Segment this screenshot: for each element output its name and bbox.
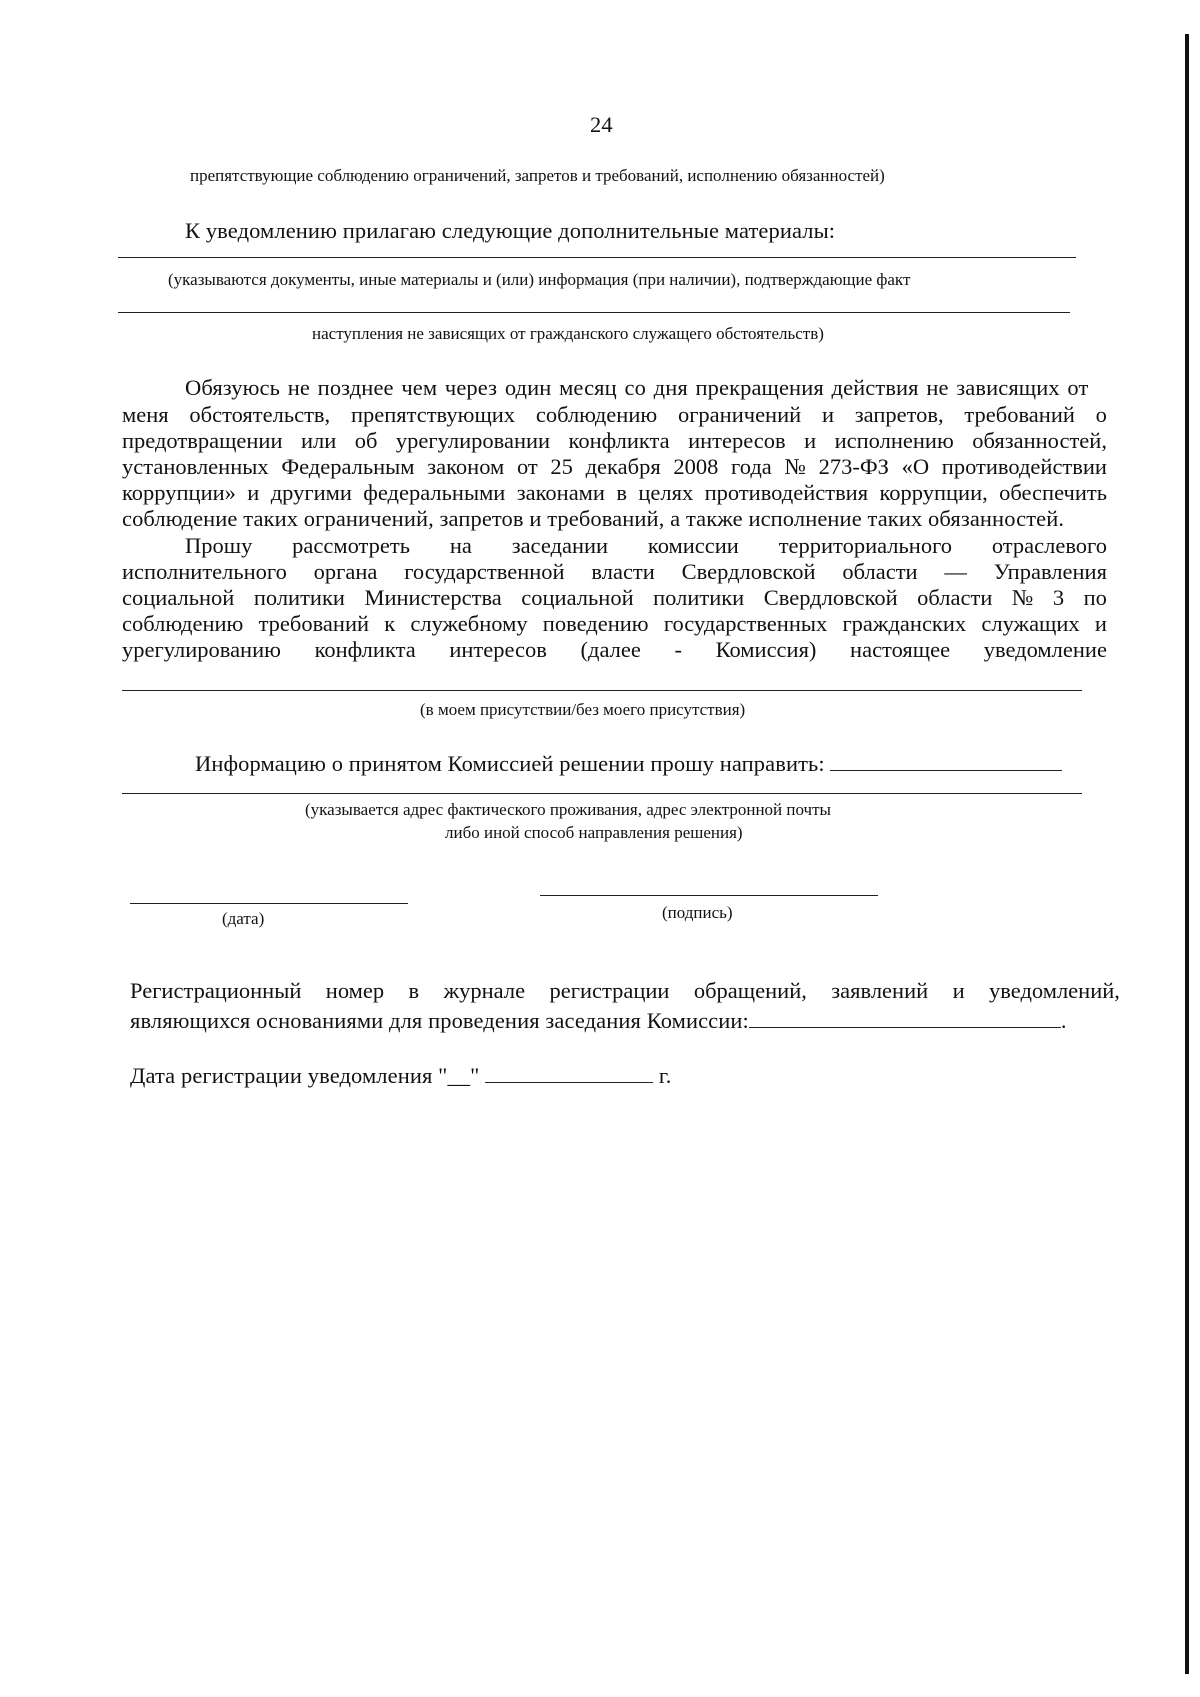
word: № (1011, 585, 1034, 610)
word: по (1083, 585, 1107, 610)
registration-date-line (130, 1060, 671, 1089)
word: на (449, 533, 472, 558)
word: соблюдению (535, 402, 658, 427)
word: урегулировании (395, 428, 551, 453)
request-line (122, 611, 1107, 637)
registration-line-2-text: являющихся основаниями для проведения заседания Комиссии: (130, 1008, 749, 1033)
word: целях (638, 480, 694, 505)
word: соблюдению (122, 611, 244, 636)
word: федеральными (363, 480, 506, 505)
word: и (247, 480, 260, 505)
obligation-line (122, 402, 1107, 428)
attachments-caption-2: наступления не зависящих от гражданского служащего обстоятельств) (312, 324, 824, 343)
date-blank-line (130, 903, 408, 904)
decision-info-lead-text: Информацию о принятом Комиссией решении прошу направить: (195, 751, 825, 776)
word: урегулированию (122, 637, 281, 662)
word: о (1095, 402, 1107, 427)
word: Прошу (185, 533, 253, 558)
presence-blank-line (122, 690, 1082, 691)
word: препятствующих (350, 402, 516, 427)
word: об (354, 428, 378, 453)
word: рассмотреть (292, 533, 410, 558)
signature-blank-line (540, 895, 878, 896)
word: декабря (585, 454, 661, 479)
word: отраслевого (991, 533, 1107, 558)
word: 2008 (673, 454, 719, 479)
word: - (674, 637, 682, 662)
word: политики (253, 585, 345, 610)
signature-label: (подпись) (662, 903, 733, 922)
word: государственной (404, 559, 565, 584)
word: установленных (122, 454, 269, 479)
word: Управления (993, 559, 1107, 584)
registration-number-blank (749, 1005, 1061, 1028)
word: интересов (688, 428, 786, 453)
registration-date-lead: Дата регистрации уведомления "__" (130, 1063, 480, 1088)
word: другими (270, 480, 352, 505)
word: ограничений (677, 402, 802, 427)
word: — (944, 559, 967, 584)
word: социальной (122, 585, 235, 610)
word: 25 (550, 454, 573, 479)
decision-caption-2: либо иной способ направления решения) (445, 823, 743, 842)
word: и (1094, 611, 1107, 636)
word: Свердловской (681, 559, 816, 584)
word: обеспечить (999, 480, 1107, 505)
word: области (917, 585, 993, 610)
word: номер (325, 978, 385, 1003)
word: № (784, 454, 806, 479)
word: от (516, 454, 538, 479)
word: служащих (981, 611, 1080, 636)
word: заседании (511, 533, 609, 558)
word: года (731, 454, 772, 479)
word: уведомление (983, 637, 1107, 662)
word: области (842, 559, 918, 584)
attachments-blank-line-2 (118, 312, 1070, 313)
word: законом (427, 454, 505, 479)
word: или (300, 428, 337, 453)
obligation-line (122, 480, 1107, 506)
registration-line: являющихся основаниями для проведения заседания Комиссии: . (130, 1005, 1067, 1034)
decision-info-lead (195, 748, 1062, 777)
word: поведению (542, 611, 649, 636)
word: регистрации (549, 978, 670, 1003)
presence-caption: (в моем присутствии/без моего присутствия) (420, 700, 746, 719)
word: 273-ФЗ (818, 454, 889, 479)
continuation-caption: препятствующие соблюдению ограничений, запретов и требований, исполнению обязанностей) (190, 166, 885, 185)
attachments-caption-1: (указываются документы, иные материалы и (или) информация (при наличии), подтверждающие факт (168, 270, 911, 289)
word: заявлений (831, 978, 929, 1003)
word: Федеральным (281, 454, 415, 479)
registration-date-blank (485, 1060, 653, 1083)
word: государственных (663, 611, 828, 636)
date-label: (дата) (222, 909, 265, 928)
word: 3 (1052, 585, 1065, 610)
decision-address-blank (830, 748, 1062, 771)
word: комиссии (647, 533, 739, 558)
obligation-line: Обязуюсь не позднее чем через один месяц со дня прекращения действия не зависящих от (185, 375, 1089, 400)
word: коррупции, (879, 480, 988, 505)
word: предотвращении (122, 428, 283, 453)
word: органа (313, 559, 378, 584)
word: к (384, 611, 396, 636)
word: требований (964, 402, 1075, 427)
word: Свердловской (763, 585, 898, 610)
word: и (821, 402, 834, 427)
word: власти (591, 559, 655, 584)
request-line (122, 559, 1107, 585)
word: исполнению (834, 428, 954, 453)
registration-line (130, 978, 1120, 1004)
word: территориального (778, 533, 953, 558)
word: интересов (449, 637, 547, 662)
word: конфликта (568, 428, 670, 453)
request-line (122, 585, 1107, 611)
word: исполнительного (122, 559, 287, 584)
word: в (616, 480, 627, 505)
word: гражданских (842, 611, 967, 636)
word: Регистрационный (130, 978, 302, 1003)
obligation-line (122, 454, 1107, 480)
registration-date-suffix: г. (658, 1063, 672, 1088)
word: Министерства (364, 585, 502, 610)
word: обязанностей, (972, 428, 1107, 453)
word: служебному (410, 611, 528, 636)
decision-caption-1: (указывается адрес фактического проживания, адрес электронной почты (305, 800, 831, 819)
word: журнале (443, 978, 526, 1003)
word: меня (122, 402, 169, 427)
word: противодействия (704, 480, 869, 505)
obligation-line (122, 428, 1107, 454)
word: и (804, 428, 817, 453)
word: запретов, (854, 402, 944, 427)
word: коррупции» (122, 480, 236, 505)
word: и (952, 978, 965, 1003)
word: уведомлений, (989, 978, 1120, 1003)
word: противодействии (941, 454, 1107, 479)
word: конфликта (314, 637, 416, 662)
attachments-lead: К уведомлению прилагаю следующие дополнительные материалы: (185, 218, 836, 243)
decision-blank-line (122, 793, 1082, 794)
word: обращений, (693, 978, 807, 1003)
word: обстоятельств, (189, 402, 331, 427)
word: настоящее (850, 637, 951, 662)
word: Комиссия) (715, 637, 817, 662)
word: социальной (521, 585, 634, 610)
request-line (185, 533, 1107, 559)
word: (далее (580, 637, 641, 662)
word: требований (258, 611, 370, 636)
word: «О (901, 454, 930, 479)
scan-edge-line (1185, 34, 1189, 1674)
word: законами (516, 480, 605, 505)
obligation-line: соблюдение таких ограничений, запретов и требований, а также исполнение таких обязанностей. (122, 506, 1065, 531)
page-number: 24 (590, 112, 613, 137)
word: политики (653, 585, 745, 610)
attachments-blank-line-1 (118, 257, 1076, 258)
request-line (122, 637, 1107, 663)
word: в (408, 978, 420, 1003)
